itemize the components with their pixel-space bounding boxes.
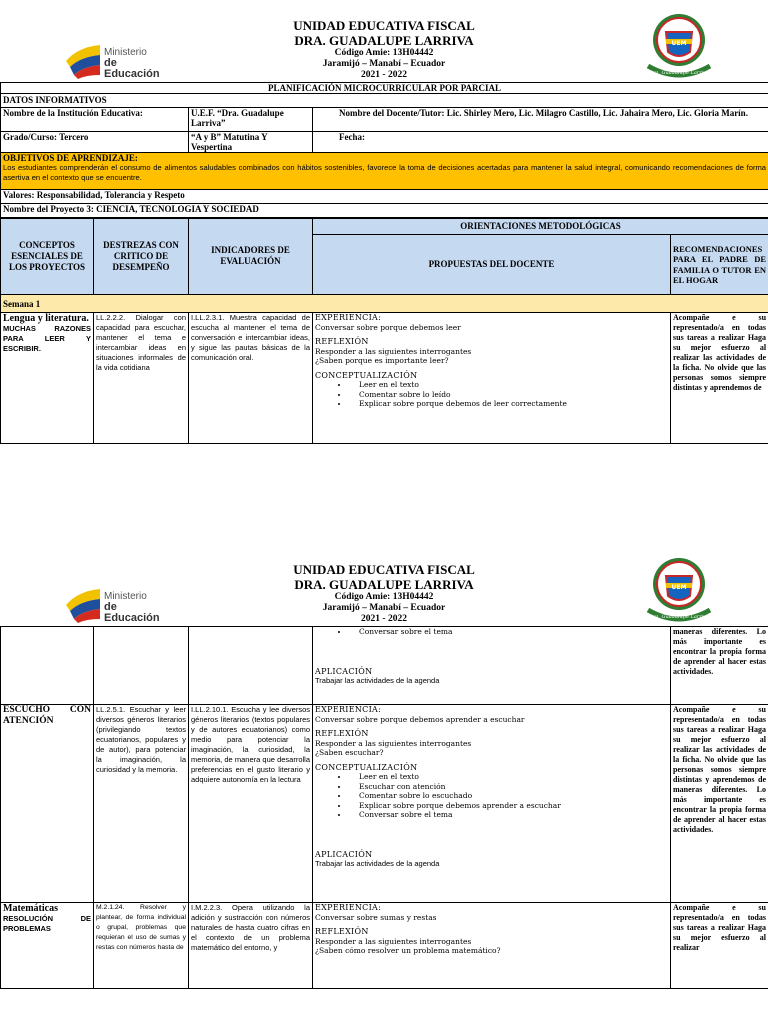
propuestas-lengua <box>313 313 671 444</box>
ecuador-flag-icon <box>64 41 104 79</box>
school-line2: DRA. GUADALUPE LARRIVA <box>294 577 474 592</box>
concept-cont <box>1 627 94 705</box>
list-item: • Leer en el texto <box>349 380 668 390</box>
school-crest-icon <box>640 8 718 82</box>
doc-title: PLANIFICACIÓN MICROCURRICULAR POR PARCIAL <box>1 83 768 94</box>
topic-lengua: MUCHAS RAZONES PARA LEER Y ESCRIBIR. <box>3 324 91 353</box>
exp-label-escucho: EXPERIENCIA: <box>315 705 382 714</box>
apl-text-escucho: Trabajar las actividades de la agenda <box>315 859 440 868</box>
con-list-lengua <box>315 380 668 409</box>
ref-1-mate: Responder a las siguientes interrogantes <box>315 936 472 946</box>
grade-label: Grado/Curso: Tercero <box>1 132 189 153</box>
ref-2-escucho: ¿Saben escuchar? <box>315 748 384 757</box>
ministry-name-top: Ministerio <box>104 47 147 58</box>
exp-label-lengua: EXPERIENCIA: <box>315 313 382 322</box>
apl-label-escucho: APLICACIÓN <box>315 849 373 859</box>
con-label-escucho: CONCEPTUALIZACIÓN <box>315 762 418 772</box>
destreza-escucho: LL.2.5.1. Escuchar y leer diversos géneros literarios (privilegiando textos ecuatorianos, populares y de autor), para potenciar la imaginación, la curiosidad y la memoria. <box>94 705 189 903</box>
recom-mate: Acompañe e su representado/a en todas sus tareas a realizar Haga su mejor esfuerzo al realizar <box>671 903 768 989</box>
topic-mate: RESOLUCIÓN DE PROBLEMAS <box>3 914 91 933</box>
crest-text: UEM <box>671 40 687 47</box>
col-conceptos: CONCEPTOS ESENCIALES DE LOS PROYECTOS <box>1 218 94 295</box>
ministry-name-top: Ministerio <box>104 591 147 602</box>
week-label: Semana 1 <box>1 295 768 313</box>
school-header <box>234 18 534 81</box>
indicador-escucho: I.LL.2.10.1. Escucha y lee diversos géneros literarios (textos populares y de autores ecuatorianos) como medio para potenciar la imaginación, la curiosidad, la memoria, de manera que desarrolla preferencias en el gusto literario y adquiere autonomía en la lectura <box>189 705 313 903</box>
values-line: Valores: Responsabilidad, Tolerancia y Respeto <box>1 190 768 204</box>
exp-text-lengua: Conversar sobre porque debemos leer <box>315 322 461 332</box>
concept-escucho <box>1 705 94 903</box>
list-item: • Conversar sobre el tema <box>349 810 668 820</box>
planning-table-page-1 <box>0 82 768 444</box>
destreza-mate: M.2.1.24. Resolver y plantear, de forma individual o grupal, problemas que requieran el uso de sumas y restas con números hasta de <box>94 903 189 989</box>
col-orientaciones: ORIENTACIONES METODOLÓGICAS <box>313 218 768 235</box>
date-label: Fecha: <box>313 132 768 153</box>
recom-cont: maneras diferentes. Lo más importante es encontrar la propia forma de aprender al hacer estas actividades. <box>671 627 768 705</box>
school-year: 2021 - 2022 <box>361 614 407 624</box>
propuestas-cont <box>313 627 671 705</box>
list-item: • Comentar sobre lo escuchado <box>349 791 668 801</box>
objectives-label: OBJETIVOS DE APRENDIZAJE: <box>3 153 138 163</box>
school-place: Jaramijó – Manabí – Ecuador <box>322 603 446 613</box>
project-name: Nombre del Proyecto 3: CIENCIA, TECNOLOGIA Y SOCIEDAD <box>1 204 768 218</box>
school-code: Código Amie: 13H04442 <box>334 592 434 602</box>
propuestas-mate <box>313 903 671 989</box>
list-item: • Explicar sobre porque debemos de leer correctamente <box>349 399 668 409</box>
crest-text: UEM <box>671 584 687 591</box>
list-item: • Leer en el texto <box>349 772 668 782</box>
list-item: • Escuchar con atención <box>349 782 668 792</box>
school-header-2 <box>234 562 534 625</box>
indicador-cont <box>189 627 313 705</box>
ref-label-mate: REFLEXIÓN <box>315 927 369 936</box>
ecuador-flag-icon <box>64 585 104 623</box>
exp-text-mate: Conversar sobre sumas y restas <box>315 912 437 922</box>
indicador-mate: I.M.2.2.3. Opera utilizando la adición y sustracción con números naturales de hasta cuatro cifras en el contexto de un problema matemático del entorno, y <box>189 903 313 989</box>
planning-table-page-2 <box>0 626 768 989</box>
concept-mate <box>1 903 94 989</box>
col-propuestas: PROPUESTAS DEL DOCENTE <box>313 235 671 295</box>
crest-motto: Dra. Guadalupe Larriva <box>649 70 709 76</box>
ref-1-lengua: Responder a las siguientes interrogantes <box>315 346 472 356</box>
ref-label-escucho: REFLEXIÓN <box>315 729 369 738</box>
subject-escucho: ESCUCHO CON ATENCIÓN <box>3 705 91 726</box>
school-line1: UNIDAD EDUCATIVA FISCAL <box>293 18 475 33</box>
school-crest-icon <box>640 552 718 626</box>
destreza-cont <box>94 627 189 705</box>
school-code: Código Amie: 13H04442 <box>334 48 434 58</box>
subject-lengua: Lengua y literatura. <box>3 313 89 324</box>
shift-value: “A y B” Matutina Y Vespertina <box>189 132 313 153</box>
institution-label: Nombre de la Institución Educativa: <box>1 108 189 132</box>
ref-1-escucho: Responder a las siguientes interrogantes <box>315 738 472 748</box>
con-list-cont <box>315 627 668 637</box>
exp-text-escucho: Conversar sobre porque debemos aprender a escuchar <box>315 714 525 724</box>
list-item: • Comentar sobre lo leído <box>349 390 668 400</box>
subject-mate: Matemáticas <box>3 903 58 914</box>
ministry-logo <box>64 41 174 81</box>
exp-label-mate: EXPERIENCIA: <box>315 903 382 912</box>
recom-lengua: Acompañe e su representado/a en todas sus tareas a realizar Haga su mejor esfuerzo al realizar las actividades de la ficha. No olvide que las personas somos siempre distintas y aprendemos de <box>671 313 768 444</box>
con-list-escucho <box>315 772 668 820</box>
ministry-logo-2 <box>64 585 174 625</box>
recom-escucho: Acompañe e su representado/a en todas sus tareas a realizar Haga su mejor esfuerzo al realizar las actividades de la ficha. No olvide que las personas somos siempre distintas y aprendemos de maneras diferentes. Lo más importante es encontrar la propia forma de aprender al hacer estas actividades. <box>671 705 768 903</box>
destreza-lengua: LL.2.2.2. Dialogar con capacidad para escuchar, mantener el tema e intercambiar ideas en situaciones informales de la vida cotidiana <box>94 313 189 444</box>
concept-lengua <box>1 313 94 444</box>
learning-objectives <box>1 153 768 190</box>
col-recomendaciones: RECOMENDACIONES PARA EL PADRE DE FAMILIA O TUTOR EN EL HOGAR <box>671 235 768 295</box>
col-indicadores: INDICADORES DE EVALUACIÓN <box>189 218 313 295</box>
crest-motto: Dra. Guadalupe Larriva <box>649 614 709 620</box>
list-item: • Conversar sobre el tema <box>349 627 668 637</box>
school-year: 2021 - 2022 <box>361 70 407 80</box>
objectives-text: Los estudiantes comprenderán el consumo de alimentos saludables combinados con hábitos sostenibles, favorece la toma de decisiones acertadas para mantener la salud integral, comunicando recomendaciones de forma asertiva en el contexto que se encuentre. <box>3 163 767 182</box>
school-place: Jaramijó – Manabí – Ecuador <box>322 59 446 69</box>
indicador-lengua: I.LL.2.3.1. Muestra capacidad de escucha al mantener el tema de conversación e intercambiar ideas, y sigue las pautas básicas de la comunicación oral. <box>189 313 313 444</box>
ref-2-lengua: ¿Saben porque es importante leer? <box>315 356 449 365</box>
teacher-names: Nombre del Docente/Tutor: Lic. Shirley Mero, Lic. Milagro Castillo, Lic. Jahaira Mero, Lic. Gloria Marín. <box>313 108 768 132</box>
ref-label-lengua: REFLEXIÓN <box>315 337 369 346</box>
ministry-name-bottom: de Educación <box>104 601 160 624</box>
con-label-lengua: CONCEPTUALIZACIÓN <box>315 370 418 380</box>
apl-label-cont: APLICACIÓN <box>315 666 373 676</box>
school-line2: DRA. GUADALUPE LARRIVA <box>294 33 474 48</box>
ministry-name-bottom: de Educación <box>104 57 160 80</box>
ref-2-mate: ¿Saben cómo resolver un problema matemático? <box>315 946 501 955</box>
datos-informativos: DATOS INFORMATIVOS <box>1 94 768 108</box>
apl-text-cont: Trabajar las actividades de la agenda <box>315 676 440 685</box>
document-page-2 <box>0 552 768 1024</box>
list-item: • Explicar sobre porque debemos aprender a escuchar <box>349 801 668 811</box>
propuestas-escucho <box>313 705 671 903</box>
col-destrezas: DESTREZAS CON CRITICO DE DESEMPEÑO <box>94 218 189 295</box>
school-line1: UNIDAD EDUCATIVA FISCAL <box>293 562 475 577</box>
document-page-1 <box>0 0 768 462</box>
institution-value: U.E.F. “Dra. Guadalupe Larriva” <box>189 108 313 132</box>
